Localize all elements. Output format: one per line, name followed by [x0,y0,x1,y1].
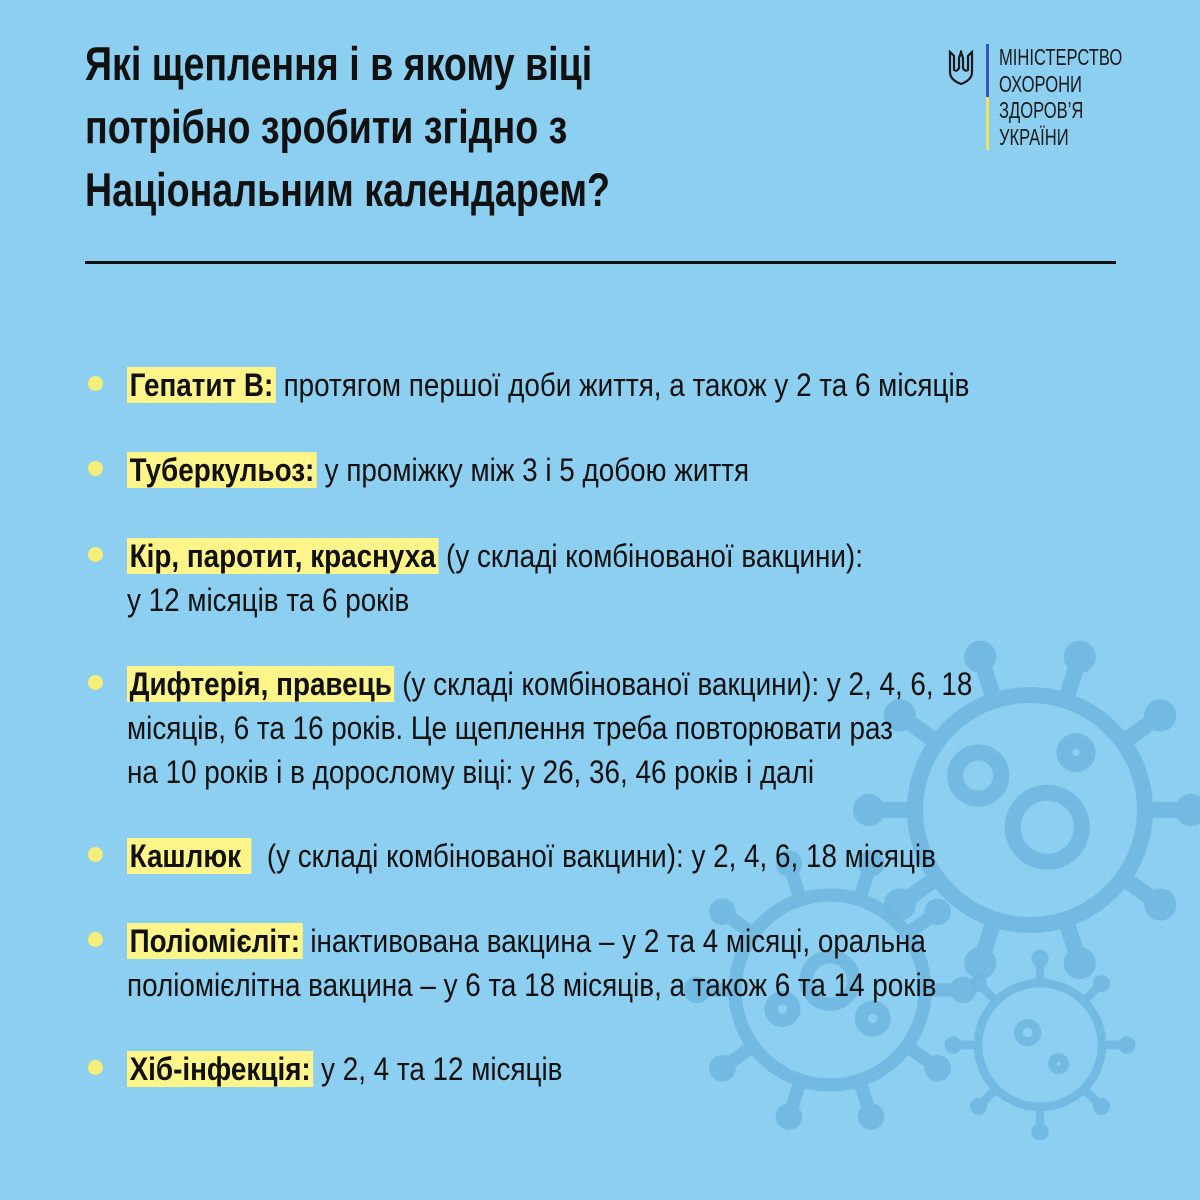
item-line [127,963,936,1007]
schedule-text: (у складі комбінованої вакцини): [438,538,863,574]
schedule-text: протягом першої доби життя, а також у 2 та 6 місяців [275,367,970,403]
page-title [85,32,741,221]
schedule-text: у 12 місяців та 6 років [127,582,410,618]
title-line: потрібно зробити згідно з [85,100,568,153]
title-line: Національним календарем? [85,163,610,216]
schedule-text: (у складі комбінованої вакцини): у 2, 4, 6, 18 місяців [251,838,936,874]
bullet-icon [88,1060,103,1075]
vaccine-name: Кір, паротит, краснуха [127,538,438,574]
bullet-icon [88,932,103,947]
vaccine-name: Поліомієліт: [127,923,303,959]
item-line [127,662,972,706]
logo-text: ОХОРОНИ [999,70,1082,97]
item-line [127,750,814,794]
bullet-icon [88,376,103,391]
logo-text: УКРАЇНИ [999,123,1069,150]
logo-text: ЗДОРОВ’Я [999,97,1084,123]
divider [85,261,1116,264]
item-line [127,1047,562,1091]
vaccine-name: Кашлюк [127,838,251,874]
item-line [127,534,863,578]
bullet-icon [88,461,103,476]
schedule-text: місяців, 6 та 16 років. Це щеплення треба повторювати раз [127,710,893,746]
ministry-logo [948,44,1170,150]
trident-icon [948,50,974,86]
vaccine-name: Хіб-інфекція: [127,1051,313,1087]
flag-bar [986,44,989,150]
item-line [127,363,969,407]
schedule-text: поліомієлітна вакцина – у 6 та 18 місяців, а також 6 та 14 років [127,967,937,1003]
logo-text: МІНІСТЕРСТВО [999,44,1123,70]
item-line [127,448,749,492]
bullet-icon [88,847,103,862]
bullet-icon [88,675,103,690]
schedule-text: у 2, 4 та 12 місяців [313,1051,563,1087]
item-line [127,834,936,878]
item-line [127,706,893,750]
schedule-text: на 10 років і в дорослому віці: у 26, 36, 46 років і далі [127,754,815,790]
virus-icon [949,954,1131,1136]
item-line [127,578,409,622]
schedule-text: у проміжку між 3 і 5 добою життя [316,452,750,488]
schedule-text: (у складі комбінованої вакцини): у 2, 4, 6, 18 [394,666,973,702]
title-line: Які щеплення і в якому віці [85,37,593,90]
bullet-icon [88,547,103,562]
vaccine-name: Дифтерія, правець [127,666,394,702]
item-line [127,919,926,963]
vaccine-name: Гепатит В: [127,367,276,403]
schedule-text: інактивована вакцина – у 2 та 4 місяці, оральна [302,923,926,959]
vaccine-name: Туберкульоз: [127,452,317,488]
